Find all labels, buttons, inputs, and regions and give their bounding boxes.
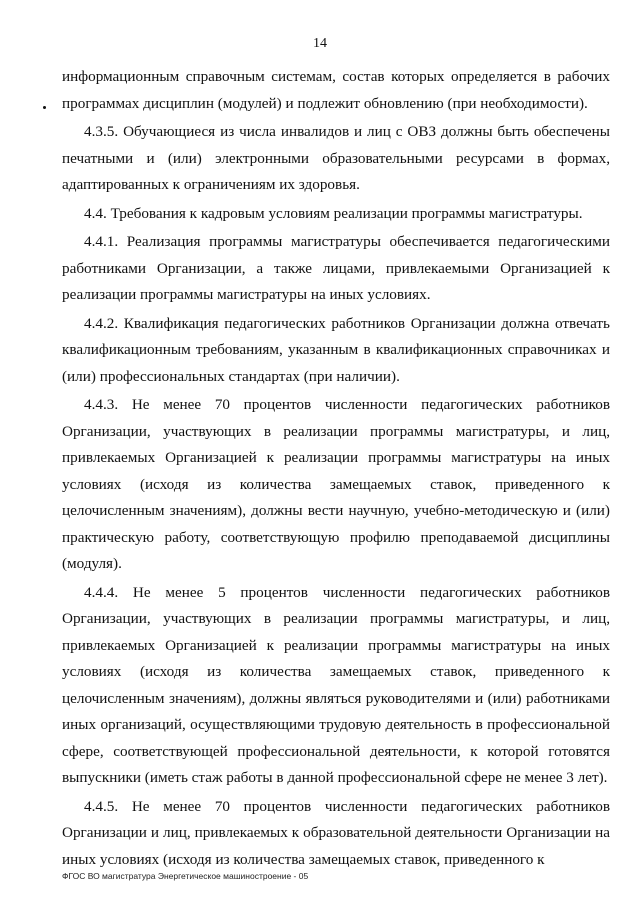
paragraph-4-3-5: 4.3.5. Обучающиеся из числа инвалидов и лиц с ОВЗ должны быть обеспечены печатными и (или) электронными образовательными ресурсами в формах, адаптированных к ограничениям их здоровья. (62, 123, 610, 193)
paragraph-4-4-heading: 4.4. Требования к кадровым условиям реализации программы магистратуры. (84, 204, 583, 222)
document-body (62, 64, 610, 873)
paragraph-4-4-5: 4.4.5. Не менее 70 процентов численности педагогических работников Организации и лиц, привлекаемых к образовательной деятельности Организации на иных условиях (исходя из количества замещаемых ставок, приведенного к (62, 797, 610, 868)
paragraph-continuation: информационным справочным системам, состав которых определяется в рабочих программах дисциплин (модулей) и подлежит обновлению (при необходимости). (62, 68, 610, 112)
paragraph-4-4-3: 4.4.3. Не менее 70 процентов численности педагогических работников Организации, участвующих в реализации программы магистратуры, и лиц, привлекаемых Организацией к реализации программы магистратуры на иных условиях (исходя из количества замещаемых ставок, приведенного к целочисленным значениям), должны вести научную, учебно-методическую и (или) практическую работу, соответствующую профилю преподаваемой дисциплины (модуля). (62, 396, 610, 572)
document-footer: ФГОС ВО магистратура Энергетическое машиностроение - 05 (62, 871, 309, 881)
paragraph-4-4-2: 4.4.2. Квалификация педагогических работников Организации должна отвечать квалификационным требованиям, указанным в квалификационных справочниках и (или) профессиональных стандартах (при наличии). (62, 314, 610, 385)
paragraph-4-4-1: 4.4.1. Реализация программы магистратуры обеспечивается педагогическими работниками Организации, а также лицами, привлекаемыми Организацией к реализации программы магистратуры на иных условиях. (62, 233, 610, 303)
page-number: 14 (313, 36, 327, 51)
scan-mark (43, 106, 46, 109)
paragraph-4-4-4: 4.4.4. Не менее 5 процентов численности педагогических работников Организации, участвующих в реализации программы магистратуры, и лиц, привлекаемых Организацией к реализации программы магистратуры на иных условиях (исходя из количества замещаемых ставок, приведенного к целочисленным значениям), должны являться руководителями и (или) работниками иных организаций, осуществляющими трудовую деятельность в профессиональной сфере, соответствующей профессиональной деятельности, к которой готовятся выпускники (иметь стаж работы в данной профессиональной сфере не менее 3 лет). (62, 583, 610, 786)
